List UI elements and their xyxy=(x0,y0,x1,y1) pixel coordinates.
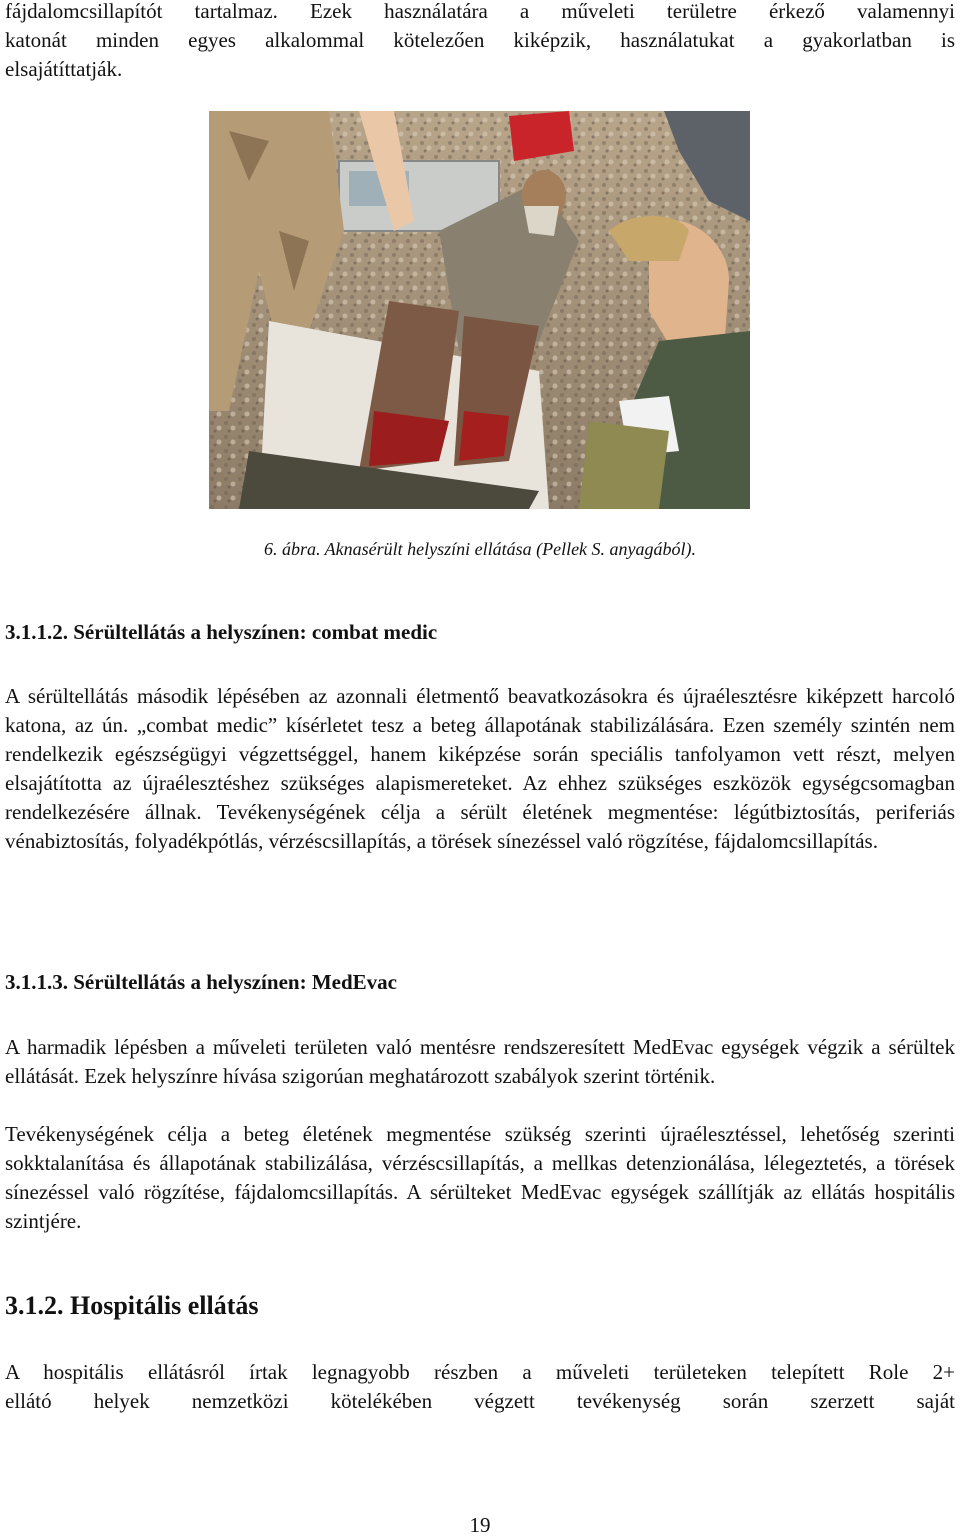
body-text-line: katonát minden egyes alkalommal kötelezően kiképzik, használatukat a gyakorlatban is xyxy=(5,28,955,52)
section-heading: 3.1.1.2. Sérültellátás a helyszínen: combat medic xyxy=(5,620,438,644)
body-text-line: elsajátíttatják. xyxy=(5,57,123,81)
body-text-line: ellátó helyek nemzetközi kötelékében végzett tevékenység során szerzett saját xyxy=(5,1389,955,1413)
section-heading: 3.1.2. Hospitális ellátás xyxy=(5,1291,259,1320)
page-number: 19 xyxy=(469,1513,491,1537)
section-heading: 3.1.1.3. Sérültellátás a helyszínen: MedEvac xyxy=(5,970,397,994)
figure-caption: 6. ábra. Aknasérült helyszíni ellátása (Pellek S. anyagából). xyxy=(263,539,697,559)
field-treatment-photo xyxy=(209,111,750,509)
section-body: A sérültellátás második lépésében az azonnali életmentő beavatkozásokra és újraélesztésre kiképzett harcoló katona, az ún. „combat medic” kísérletet tesz a beteg állapotának stabilizálására. Ezen személy szintén nem rendelkezik egészségügyi végzettséggel, hanem kiképzése során speciális tanfolyamon vett részt, melyen elsajátította az újraélesztéshez szükséges alapismereteket. Az ehhez szükséges eszközök egységcsomagban rendelkezésére állnak. Tevékenységének célja a sérült életének megmentése: légútbiztosítás, periferiás vénabiztosítás, folyadékpótlás, vérzéscsillapítás, a törések sínezéssel való rögzítése, fájdalomcsillapítás. xyxy=(5,684,955,853)
body-text-line: fájdalomcsillapítót tartalmaz. Ezek használatára a műveleti területre érkező valamennyi xyxy=(5,0,955,23)
section-body: A harmadik lépésben a műveleti területen való mentésre rendszeresített MedEvac egységek végzik a sérültek ellátását. Ezek helyszínre hívása szigorúan meghatározott szabályok szerint történik. xyxy=(5,1035,955,1088)
body-text-line: A hospitális ellátásról írtak legnagyobb részben a műveleti területeken telepített Role 2+ xyxy=(5,1360,955,1384)
section-body: Tevékenységének célja a beteg életének megmentése szükség szerinti újraélesztéssel, lehetőség szerinti sokktalanítása és állapotának stabilizálása, vérzéscsillapítás, a mellkas detenzionálása, lélegeztetés, a törések sínezéssel való rögzítése, fájdalomcsillapítás. A sérülteket MedEvac egységek szállítják az ellátás hospitális szintjére. xyxy=(5,1122,955,1233)
